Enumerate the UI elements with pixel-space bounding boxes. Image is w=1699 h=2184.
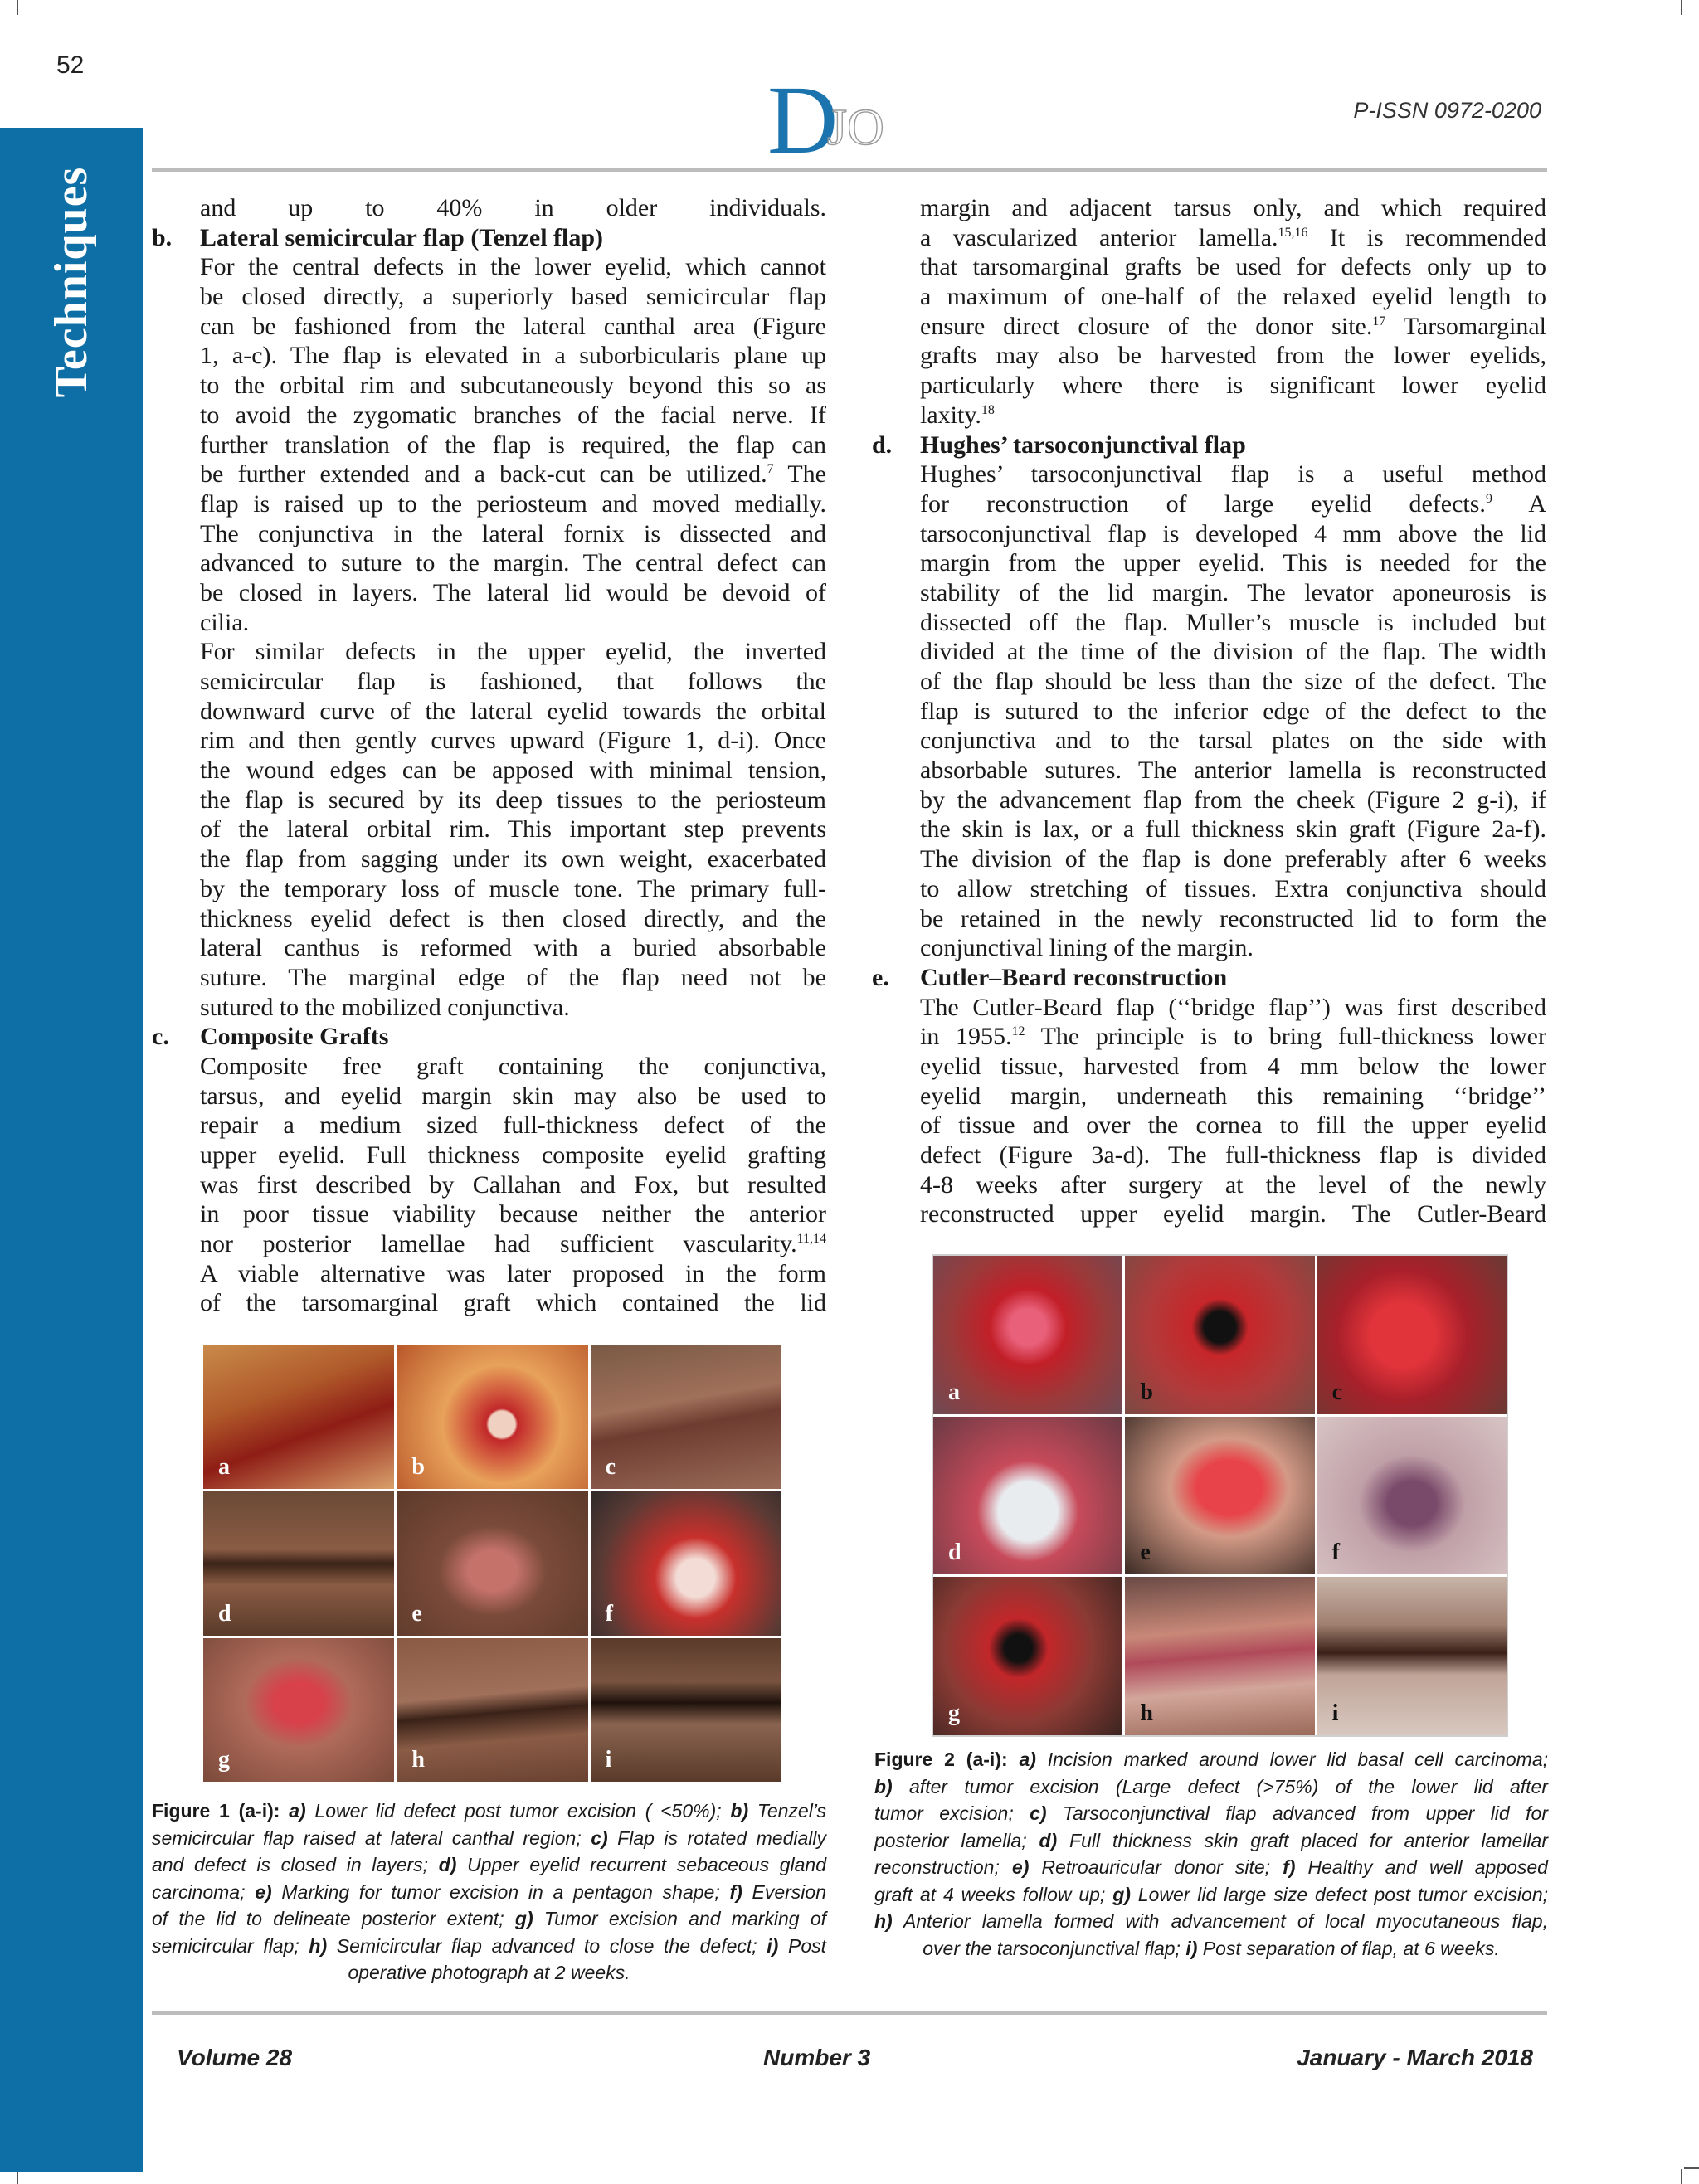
caption-text: Marking for tumor excision in a pentagon shape; bbox=[271, 1880, 730, 1903]
body-text-line: be retained in the newly reconstructed lid to form the bbox=[920, 904, 1546, 932]
caption-panel-ref: g) bbox=[1112, 1883, 1131, 1905]
body-text-line: in 1955.12 The principle is to bring full-thickness lower bbox=[920, 1023, 1546, 1051]
body-text-line: tarsus, and eyelid margin skin may also be used to bbox=[200, 1082, 826, 1110]
caption-panel-ref: i) bbox=[767, 1934, 779, 1957]
body-text-line: sutured to the mobilized conjunctiva. bbox=[200, 993, 570, 1021]
figure-1-caption bbox=[152, 1797, 826, 1987]
caption-text: over the tarsoconjunctival flap; bbox=[923, 1937, 1186, 1959]
body-text-line: defect (Figure 3a-d). The full-thickness flap is divided bbox=[920, 1141, 1546, 1169]
caption-line bbox=[874, 1881, 1548, 1909]
body-text-line: The conjunctiva in the lateral fornix is dissected and bbox=[200, 519, 826, 547]
caption-line bbox=[874, 1773, 1548, 1801]
body-text-line: Hughes’ tarsoconjunctival flap is a useful method bbox=[920, 460, 1546, 489]
body-text-line: of the lateral orbital rim. This important step prevents bbox=[200, 815, 826, 844]
crop-mark bbox=[1681, 2169, 1682, 2184]
body-text-line: the wound edges can be apposed with minimal tension, bbox=[200, 756, 826, 785]
caption-panel-ref: b) bbox=[730, 1800, 749, 1822]
body-text-line: of the tarsomarginal graft which contained the lid bbox=[200, 1289, 826, 1317]
caption-text: Incision marked around lower lid basal cell carcinoma; bbox=[1035, 1749, 1549, 1770]
figure-panel bbox=[933, 1577, 1122, 1735]
body-text-line: flap is sutured to the inferior edge of the defect to the bbox=[920, 697, 1546, 725]
body-text-line: dissected off the flap. Muller’s muscle is included but bbox=[920, 608, 1546, 636]
footer-volume: Volume 28 bbox=[177, 2045, 293, 2070]
caption-text: graft at 4 weeks follow up; bbox=[874, 1883, 1113, 1905]
body-text-line: in poor tissue viability because neither the anterior bbox=[200, 1200, 826, 1228]
caption-panel-ref: g) bbox=[514, 1908, 533, 1929]
panel-label: e bbox=[411, 1600, 422, 1627]
figure-panel bbox=[397, 1638, 587, 1782]
figure-panel bbox=[933, 1256, 1122, 1414]
caption-text: reconstruction; bbox=[874, 1856, 1012, 1878]
panel-label: i bbox=[605, 1746, 612, 1773]
section-label: Techniques bbox=[46, 166, 97, 398]
body-text-line: a maximum of one-half of the relaxed eyelid length to bbox=[920, 283, 1546, 311]
caption-panel-ref: d) bbox=[438, 1854, 457, 1875]
body-text-line: nor posterior lamellae had sufficient vascularity.$^{11,14}$ bbox=[200, 1230, 826, 1258]
caption-panel-ref: a) bbox=[289, 1800, 306, 1822]
caption-text: Tenzel’s bbox=[748, 1800, 827, 1822]
body-text-line: divided at the time of the division of the flap. The width bbox=[920, 638, 1546, 666]
figure-panel bbox=[591, 1491, 781, 1635]
citation: 15,16 bbox=[1278, 225, 1308, 240]
caption-text: Retroauricular donor site; bbox=[1029, 1856, 1283, 1878]
figure-panel bbox=[1317, 1577, 1507, 1735]
caption-panel-ref: h) bbox=[874, 1910, 893, 1932]
body-text-line: 4-8 weeks after surgery at the level of the newly bbox=[920, 1170, 1546, 1199]
header-rule bbox=[152, 168, 1547, 172]
body-text-line: particularly where there is significant lower eyelid bbox=[920, 372, 1546, 400]
citation: 7 bbox=[767, 462, 774, 477]
citation: 12 bbox=[1011, 1024, 1025, 1039]
right-column bbox=[872, 193, 1546, 1229]
caption-panel-ref: c) bbox=[591, 1826, 608, 1849]
body-text-line: a vascularized anterior lamella.$^{15,16}$ It is recommended bbox=[920, 223, 1546, 251]
body-text-line: laxity.$^{18}$ bbox=[920, 401, 995, 429]
figure-2-caption bbox=[874, 1746, 1548, 1962]
caption-text: Tarsoconjunctival flap advanced from upper lid for bbox=[1046, 1802, 1548, 1824]
caption-text: Semicircular flap advanced to close the defect; bbox=[327, 1934, 767, 1957]
panel-label: d bbox=[218, 1600, 231, 1627]
panel-label: a bbox=[948, 1379, 960, 1405]
caption-panel-ref: i) bbox=[1185, 1937, 1198, 1959]
body-text-line: margin and adjacent tarsus only, and which required bbox=[920, 194, 1546, 221]
body-text-line: flap is raised up to the periosteum and moved medially. bbox=[200, 489, 826, 518]
body-text-line: repair a medium sized full-thickness defect of the bbox=[200, 1111, 826, 1140]
figure-2-image bbox=[932, 1254, 1508, 1737]
caption-title: Figure 2 (a-i): bbox=[874, 1749, 1020, 1770]
panel-label: i bbox=[1331, 1700, 1339, 1726]
body-text-line: downward curve of the lateral eyelid towards the orbital bbox=[200, 697, 826, 725]
body-text-line: advanced to suture to the margin. The central defect can bbox=[200, 549, 826, 577]
panel-label: f bbox=[1331, 1540, 1340, 1566]
body-text-line: thickness eyelid defect is then closed directly, and the bbox=[200, 904, 826, 932]
body-text-line: for reconstruction of large eyelid defects.$^9$ A bbox=[920, 489, 1546, 518]
body-text-line: conjunctival lining of the margin. bbox=[920, 934, 1254, 962]
body-text-line: of tissue and over the cornea to fill the upper eyelid bbox=[920, 1111, 1546, 1140]
figure-panel bbox=[397, 1345, 587, 1489]
figure-panel bbox=[1317, 1417, 1507, 1575]
body-text-line: of the flap should be less than the size of the defect. The bbox=[920, 668, 1546, 695]
caption-text: Tumor excision and marking of bbox=[533, 1908, 827, 1929]
body-text-line: cilia. bbox=[200, 608, 250, 636]
body-text-line: stability of the lid margin. The levator aponeurosis is bbox=[920, 578, 1546, 606]
figure-panel bbox=[933, 1417, 1122, 1575]
caption-text: Upper eyelid recurrent sebaceous gland bbox=[456, 1854, 826, 1875]
caption-text: semicircular flap raised at lateral canthal region; bbox=[152, 1826, 591, 1849]
caption-line bbox=[874, 1827, 1548, 1855]
caption-text: semicircular flap; bbox=[152, 1934, 309, 1957]
body-text-line: For the central defects in the lower eyelid, which cannot bbox=[200, 253, 826, 281]
caption-text: Lower lid defect post tumor excision ( <50%); bbox=[305, 1800, 731, 1822]
body-text-line: tarsoconjunctival flap is developed 4 mm above the lid bbox=[920, 519, 1546, 547]
caption-line bbox=[152, 1797, 826, 1825]
caption-line bbox=[874, 1935, 1548, 1963]
section-heading-text: Hughes’ tarsoconjunctival flap bbox=[920, 430, 1246, 459]
body-text-line: A viable alternative was later proposed in the form bbox=[200, 1259, 826, 1287]
section-letter: e. bbox=[872, 963, 889, 991]
body-text-line: absorbable sutures. The anterior lamella is reconstructed bbox=[920, 756, 1546, 785]
citation: 17 bbox=[1372, 314, 1386, 328]
caption-text: Post bbox=[778, 1934, 826, 1957]
body-text-line: can be fashioned from the lateral canthal area (Figure bbox=[200, 312, 826, 340]
panel-label: h bbox=[1140, 1700, 1153, 1726]
caption-text: posterior lamella; bbox=[874, 1829, 1039, 1851]
crop-mark bbox=[1684, 2167, 1699, 2169]
caption-line bbox=[874, 1746, 1548, 1773]
figure-panel bbox=[1125, 1256, 1314, 1414]
caption-line bbox=[874, 1908, 1548, 1935]
caption-panel-ref: e) bbox=[1011, 1856, 1030, 1878]
section-letter: b. bbox=[152, 223, 173, 251]
caption-line bbox=[152, 1959, 826, 1987]
panel-label: c bbox=[1331, 1379, 1343, 1405]
page-number: 52 bbox=[56, 51, 85, 79]
caption-text: Flap is rotated medially bbox=[607, 1826, 826, 1849]
caption-panel-ref: e) bbox=[255, 1880, 272, 1903]
body-text-line: was first described by Callahan and Fox, but resulted bbox=[200, 1170, 826, 1199]
caption-line bbox=[152, 1851, 826, 1879]
body-text-line: ensure direct closure of the donor site.$^{17}$ Tarsomarginal bbox=[920, 312, 1546, 340]
caption-text: Healthy and well apposed bbox=[1295, 1856, 1548, 1878]
section-letter: c. bbox=[152, 1023, 169, 1051]
body-text-line: to the orbital rim and subcutaneously beyond this so as bbox=[200, 372, 826, 400]
body-text-line: further translation of the flap is required, the flap can bbox=[200, 430, 826, 459]
section-band bbox=[0, 128, 143, 2172]
body-text-line: lateral canthus is reformed with a buried absorbable bbox=[200, 934, 826, 962]
body-text-line: 1, a-c). The flap is elevated in a suborbicularis plane up bbox=[200, 342, 826, 370]
caption-line bbox=[874, 1854, 1548, 1881]
caption-text: after tumor excision (Large defect (>75%) of the lower lid after bbox=[892, 1775, 1548, 1797]
caption-panel-ref: a) bbox=[1019, 1749, 1036, 1770]
crop-mark bbox=[1681, 0, 1682, 15]
body-text-line: Composite free graft containing the conjunctiva, bbox=[200, 1052, 826, 1080]
body-text-line: reconstructed upper eyelid margin. The Cutler-Beard bbox=[920, 1200, 1546, 1228]
section-heading bbox=[152, 223, 826, 253]
citation: 18 bbox=[981, 402, 995, 417]
section-heading bbox=[872, 430, 1546, 460]
body-text-line: and up to 40% in older individuals. bbox=[200, 194, 826, 221]
body-text-line: eyelid margin, underneath this remaining ‘‘bridge’’ bbox=[920, 1082, 1546, 1110]
body-text-line: upper eyelid. Full thickness composite eyelid grafting bbox=[200, 1141, 826, 1169]
caption-text: carcinoma; bbox=[152, 1880, 256, 1903]
caption-panel-ref: b) bbox=[874, 1775, 893, 1797]
citation: 9 bbox=[1485, 491, 1492, 506]
body-text-line: to avoid the zygomatic branches of the facial nerve. If bbox=[200, 401, 826, 429]
panel-label: b bbox=[1140, 1379, 1153, 1405]
issn: P-ISSN 0972-0200 bbox=[1353, 98, 1541, 123]
figure-panel bbox=[1125, 1417, 1314, 1575]
body-text-line: by the temporary loss of muscle tone. The primary full- bbox=[200, 874, 826, 902]
caption-text: of the lid to delineate posterior extent; bbox=[152, 1908, 515, 1929]
section-heading bbox=[872, 963, 1546, 993]
section-heading bbox=[152, 1022, 826, 1052]
body-text-line: grafts may also be harvested from the lower eyelids, bbox=[920, 342, 1546, 370]
caption-text: operative photograph at 2 weeks. bbox=[348, 1962, 630, 1983]
body-text-line: be further extended and a back-cut can be utilized.$^7$ The bbox=[200, 460, 826, 489]
caption-text: Full thickness skin graft placed for anterior lamellar bbox=[1057, 1829, 1548, 1851]
figure-panel bbox=[203, 1491, 394, 1635]
section-heading-text: Cutler–Beard reconstruction bbox=[920, 963, 1228, 991]
panel-label: d bbox=[948, 1540, 961, 1566]
body-text-line: conjunctiva and to the tarsal plates on the side with bbox=[920, 727, 1546, 755]
footer-date: January - March 2018 bbox=[1297, 2045, 1533, 2070]
body-text-line: rim and then gently curves upward (Figure 1, d-i). Once bbox=[200, 727, 826, 755]
caption-line bbox=[152, 1879, 826, 1906]
body-text-line: be closed in layers. The lateral lid would be devoid of bbox=[200, 578, 826, 606]
section-heading-text: Composite Grafts bbox=[200, 1023, 389, 1051]
body-text-line: For similar defects in the upper eyelid, the inverted bbox=[200, 638, 826, 666]
caption-text: and defect is closed in layers; bbox=[152, 1854, 439, 1875]
body-text-line: The division of the flap is done preferably after 6 weeks bbox=[920, 845, 1546, 873]
caption-text: tumor excision; bbox=[874, 1802, 1030, 1824]
figure-panel bbox=[397, 1491, 587, 1635]
figure-panel bbox=[203, 1638, 394, 1782]
figure-panel bbox=[1125, 1577, 1314, 1735]
caption-text: Anterior lamella formed with advancement of local myocutaneous flap, bbox=[892, 1910, 1548, 1932]
body-text-line: semicircular flap is fashioned, that follows the bbox=[200, 668, 826, 695]
journal-logo-suffix: JO bbox=[827, 100, 884, 156]
body-text-line: the flap from sagging under its own weight, exacerbated bbox=[200, 845, 826, 873]
body-text-line: suture. The marginal edge of the flap need not be bbox=[200, 963, 826, 991]
panel-label: b bbox=[411, 1454, 425, 1481]
caption-text: Post separation of flap, at 6 weeks. bbox=[1197, 1937, 1500, 1959]
body-text-line: the flap is secured by its deep tissues to the periosteum bbox=[200, 786, 826, 814]
figure-1-image bbox=[203, 1345, 781, 1782]
body-text-line: margin from the upper eyelid. This is needed for the bbox=[920, 549, 1546, 577]
figure-panel bbox=[1317, 1256, 1507, 1414]
caption-panel-ref: h) bbox=[309, 1934, 328, 1957]
journal-logo bbox=[767, 76, 917, 159]
figure-panel bbox=[591, 1638, 781, 1782]
footer-rule bbox=[152, 2011, 1547, 2015]
citation: 11,14 bbox=[796, 1232, 826, 1247]
figure-panel bbox=[203, 1345, 394, 1489]
figure-panel bbox=[591, 1345, 781, 1489]
body-text-line: that tarsomarginal grafts be used for defects only up to bbox=[920, 253, 1546, 281]
caption-line bbox=[152, 1933, 826, 1960]
section-heading-text: Lateral semicircular flap (Tenzel flap) bbox=[200, 223, 604, 251]
caption-line bbox=[152, 1825, 826, 1852]
panel-label: c bbox=[605, 1454, 616, 1481]
panel-label: a bbox=[218, 1454, 230, 1481]
body-text-line: the skin is lax, or a full thickness skin graft (Figure 2a-f). bbox=[920, 815, 1546, 844]
body-text-line: by the advancement flap from the cheek (Figure 2 g-i), if bbox=[920, 786, 1546, 814]
body-text-line: be closed directly, a superiorly based semicircular flap bbox=[200, 283, 826, 311]
body-text-line: eyelid tissue, harvested from 4 mm below the lower bbox=[920, 1052, 1546, 1080]
panel-label: h bbox=[411, 1746, 425, 1773]
body-text-line: to allow stretching of tissues. Extra conjunctiva should bbox=[920, 874, 1546, 902]
panel-label: g bbox=[218, 1746, 230, 1773]
section-letter: d. bbox=[872, 430, 893, 459]
caption-line bbox=[874, 1800, 1548, 1827]
caption-panel-ref: f) bbox=[729, 1880, 742, 1903]
panel-label: g bbox=[948, 1700, 960, 1726]
caption-line bbox=[152, 1905, 826, 1933]
footer-number: Number 3 bbox=[763, 2045, 871, 2070]
caption-title: Figure 1 (a-i): bbox=[152, 1800, 290, 1822]
caption-panel-ref: f) bbox=[1283, 1856, 1296, 1878]
crop-mark bbox=[17, 0, 18, 15]
body-text-line: The Cutler-Beard flap (‘‘bridge flap’’) was first described bbox=[920, 993, 1546, 1021]
panel-label: e bbox=[1140, 1540, 1151, 1566]
caption-panel-ref: c) bbox=[1030, 1802, 1047, 1824]
caption-panel-ref: d) bbox=[1039, 1829, 1058, 1851]
caption-text: Eversion bbox=[742, 1880, 826, 1903]
journal-logo-text: D bbox=[767, 76, 839, 159]
left-column bbox=[152, 193, 826, 1318]
caption-text: Lower lid large size defect post tumor excision; bbox=[1130, 1883, 1548, 1905]
panel-label: f bbox=[605, 1600, 613, 1627]
